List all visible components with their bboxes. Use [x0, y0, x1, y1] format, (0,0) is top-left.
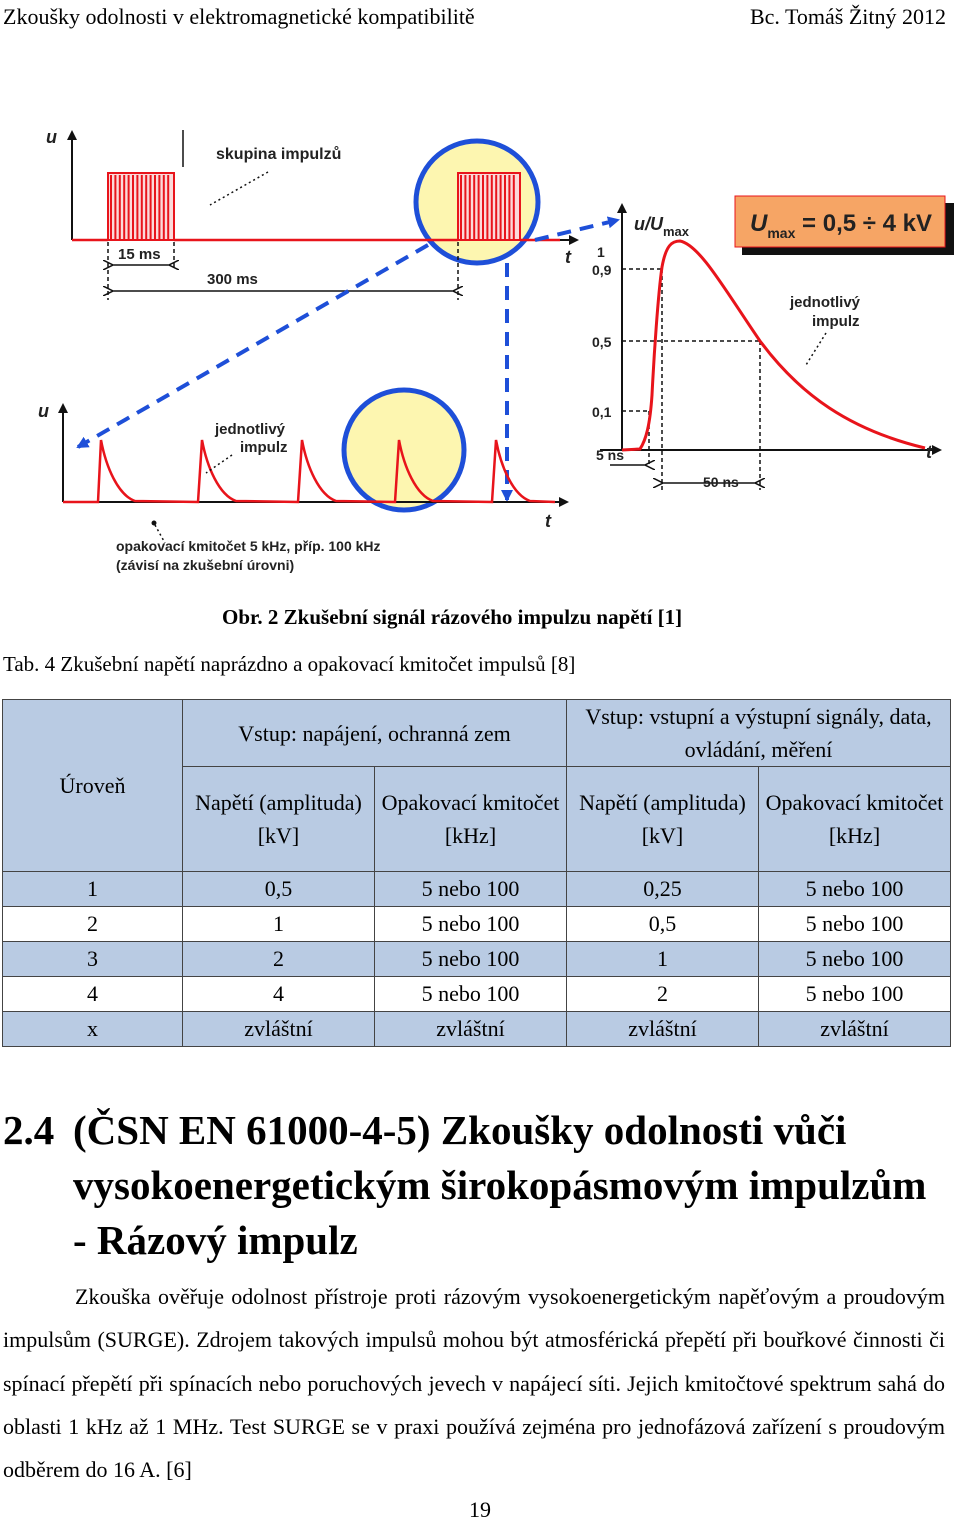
table-cell: 5 nebo 100 — [759, 977, 951, 1012]
table-cell: 5 nebo 100 — [375, 907, 567, 942]
header-title: Zkoušky odolnosti v elektromagnetické kompatibilitě — [3, 4, 475, 29]
table-cell: 2 — [567, 977, 759, 1012]
table-cell: 4 — [3, 977, 183, 1012]
table-cell: zvláštní — [183, 1012, 375, 1047]
page-number: 19 — [469, 1497, 491, 1522]
ytick-05: 0,5 — [592, 334, 612, 350]
label-single-impulse-right-2: impulz — [812, 313, 860, 330]
ytick-1: 1 — [597, 244, 605, 260]
label-t-bottom: t — [545, 511, 551, 531]
ytick-09: 0,9 — [592, 262, 612, 278]
test-level-table — [2, 699, 951, 1047]
label-15ms: 15 ms — [118, 246, 161, 263]
link-arrow-right — [535, 220, 618, 240]
label-rep-freq-2: (závisí na zkušební úrovni) — [116, 557, 295, 573]
label-t-top: t — [565, 247, 571, 267]
table-cell: 5 nebo 100 — [759, 942, 951, 977]
umax-box-text: $U_{max} = 0,5 \div 4$ kV — [750, 210, 932, 241]
label-u-bottom: u — [38, 401, 49, 421]
header-voltage-power: Napětí (amplituda) [kV] — [183, 767, 375, 872]
header-freq-power: Opakovací kmitočet [kHz] — [375, 767, 567, 872]
body-paragraph: Zkouška ověřuje odolnost přístroje proti rázovým vysokoenergetickým napěťovým a proudovým impulsům (SURGE). Zdrojem takových impulsů mohou být atmosférická přepětí při bouřkové činnosti či spínací přepětí při spínacích nebo poruchových jevech v napájecí síti. Jejich kmitočtové spektrum sahá do oblasti 1 kHz až 1 MHz. Test SURGE se v praxi používá zejména pro jednofázová zařízení s proudovým odběrem do 16 A. [6] — [3, 1284, 945, 1483]
header-group-signals: Vstup: vstupní a výstupní signály, data, ovládání, měření — [567, 700, 951, 767]
surge-waveform — [622, 241, 925, 450]
header-author: Bc. Tomáš Žitný 2012 — [749, 4, 946, 29]
section-heading — [3, 1103, 948, 1268]
label-rep-freq-1: opakovací kmitočet 5 kHz, příp. 100 kHz — [116, 538, 381, 554]
section-number: 2.4 — [3, 1107, 55, 1153]
table-cell: 2 — [3, 907, 183, 942]
table-row — [3, 942, 951, 977]
table-cell: x — [3, 1012, 183, 1047]
table-cell: 5 nebo 100 — [375, 872, 567, 907]
burst-2-pulses — [461, 175, 514, 240]
ytick-01: 0,1 — [592, 404, 612, 420]
highlight-circle-bottom — [344, 390, 464, 510]
table-cell: 1 — [183, 907, 375, 942]
label-single-impulse-1: jednotlivý — [215, 421, 286, 438]
impulse-train — [63, 440, 555, 502]
label-single-impulse-right-1: jednotlivý — [790, 294, 861, 311]
section-title: (ČSN EN 61000-4-5) Zkoušky odolnosti vůči vysokoenergetickým širokopásmovým impulzům - Rázový impulz — [73, 1107, 927, 1263]
label-single-impulse-2: impulz — [240, 439, 288, 456]
table-row — [3, 977, 951, 1012]
table-row — [3, 907, 951, 942]
table-cell: 0,5 — [183, 872, 375, 907]
table-cell: 1 — [567, 942, 759, 977]
table-cell: 5 nebo 100 — [375, 977, 567, 1012]
table-row — [3, 872, 951, 907]
burst-2 — [458, 173, 520, 240]
table-cell: 0,25 — [567, 872, 759, 907]
surge-signal-figure — [0, 95, 960, 595]
label-300ms: 300 ms — [207, 271, 258, 288]
label-5ns: 5 ns — [596, 447, 625, 463]
table-cell: zvláštní — [567, 1012, 759, 1047]
table-cell: 3 — [3, 942, 183, 977]
table-row — [3, 1012, 951, 1047]
table-title: Tab. 4 Zkušební napětí naprázdno a opakovací kmitočet impulsů [8] — [3, 652, 576, 676]
table-cell: zvláštní — [375, 1012, 567, 1047]
table-cell: 4 — [183, 977, 375, 1012]
table-cell: 5 nebo 100 — [759, 872, 951, 907]
header-freq-signals: Opakovací kmitočet [kHz] — [759, 767, 951, 872]
header-voltage-signals: Napětí (amplituda) [kV] — [567, 767, 759, 872]
table-cell: 1 — [3, 872, 183, 907]
label-50ns: 50 ns — [703, 474, 739, 490]
label-u-umax: $u/U_{max}$ — [634, 214, 690, 239]
figure-caption: Obr. 2 Zkušební signál rázového impulzu napětí [1] — [222, 605, 683, 629]
table-cell: 5 nebo 100 — [759, 907, 951, 942]
table-cell: 0,5 — [567, 907, 759, 942]
table-cell: zvláštní — [759, 1012, 951, 1047]
table-cell: 5 nebo 100 — [375, 942, 567, 977]
label-burst-group: skupina impulzů — [216, 146, 342, 163]
label-u-top: u — [46, 127, 57, 147]
header-group-power: Vstup: napájení, ochranná zem — [183, 700, 567, 767]
header-level: Úroveň — [3, 700, 183, 872]
label-t-right: t — [926, 442, 932, 462]
table-cell: 2 — [183, 942, 375, 977]
